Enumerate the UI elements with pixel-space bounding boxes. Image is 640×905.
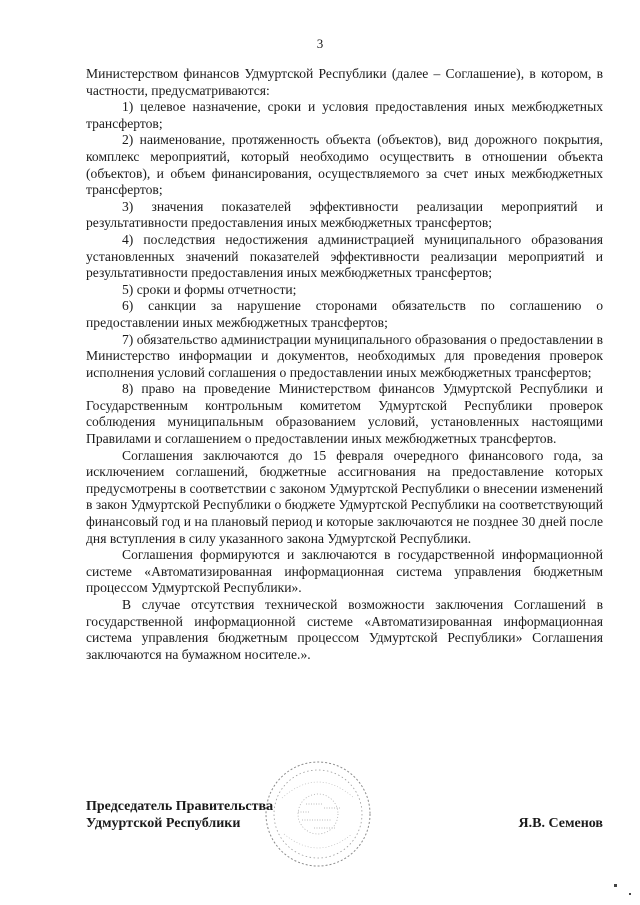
signatory-position-line-2: Удмуртской Республики	[86, 816, 241, 831]
paragraph-intro: Министерством финансов Удмуртской Республики (далее – Соглашение), в котором, в частности, предусматриваются:	[86, 66, 603, 98]
signatory-position	[86, 798, 273, 832]
paragraph-item-3: 3) значения показателей эффективности реализации мероприятий и результативности предоставления иных межбюджетных трансфертов;	[86, 198, 603, 231]
paragraph-item-4: 4) последствия недостижения администрацией муниципального образования установленных значений показателей эффективности реализации мероприятий и результативности предоставления иных межбюджетных трансфертов;	[86, 231, 603, 281]
signatory-position-line-1: Председатель Правительства	[86, 799, 274, 814]
paragraph-item-7: 7) обязательство администрации муниципального образования о предоставлении в Министерство информации и документов, необходимых для проведения проверок исполнения условий соглашения о предоставлении иных межбюджетных трансфертов;	[86, 331, 603, 380]
paragraph-deadline: Соглашения заключаются до 15 февраля очередного финансового года, за исключением соглашений, бюджетные ассигнования на предоставление которых предусмотрены в соответствии с законом Удмуртской Республики о внесении изменений в закон Удмуртской Республики о бюджете Удмуртской Республики на соответствующий финансовый год и на плановый период и которые заключаются не позднее 30 дней после дня вступления в силу указанного закона Удмуртской Республики.	[86, 447, 603, 546]
paragraph-paper: В случае отсутствия технической возможности заключения Соглашений в государственной информационной системе «Автоматизированная информационная система управления бюджетным процессом Удмуртской Республики» Соглашения заключаются на бумажном носителе.».	[86, 597, 603, 662]
page-number: 3	[316, 36, 324, 51]
signatory-name: Я.В. Семенов	[518, 816, 603, 831]
paragraph-item-1: 1) целевое назначение, сроки и условия предоставления иных межбюджетных трансфертов;	[86, 99, 603, 131]
paragraph-item-6: 6) санкции за нарушение сторонами обязательств по соглашению о предоставлении иных межбюджетных трансфертов;	[86, 298, 603, 330]
paragraph-system: Соглашения формируются и заключаются в государственной информационной системе «Автоматизированная информационная система управления бюджетным процессом Удмуртской Республики».	[86, 547, 603, 596]
scan-speck	[614, 884, 617, 887]
paragraph-item-8: 8) право на проведение Министерством финансов Удмуртской Республики и Государственным контрольным комитетом Удмуртской Республики проверок соблюдения муниципальным образованием условий, установленных настоящими Правилами и соглашением о предоставлении иных межбюджетных трансфертов.	[86, 381, 603, 447]
document-body	[86, 66, 603, 663]
paragraph-item-5: 5) сроки и формы отчетности;	[122, 281, 297, 297]
scan-speck	[629, 893, 631, 895]
paragraph-item-2: 2) наименование, протяженность объекта (объектов), вид дорожного покрытия, комплекс мероприятий, который необходимо осуществить в отношении объекта (объектов), и объем финансирования, осуществляемого за счет иных межбюджетных трансфертов;	[86, 132, 603, 198]
official-seal-stamp	[262, 758, 374, 870]
